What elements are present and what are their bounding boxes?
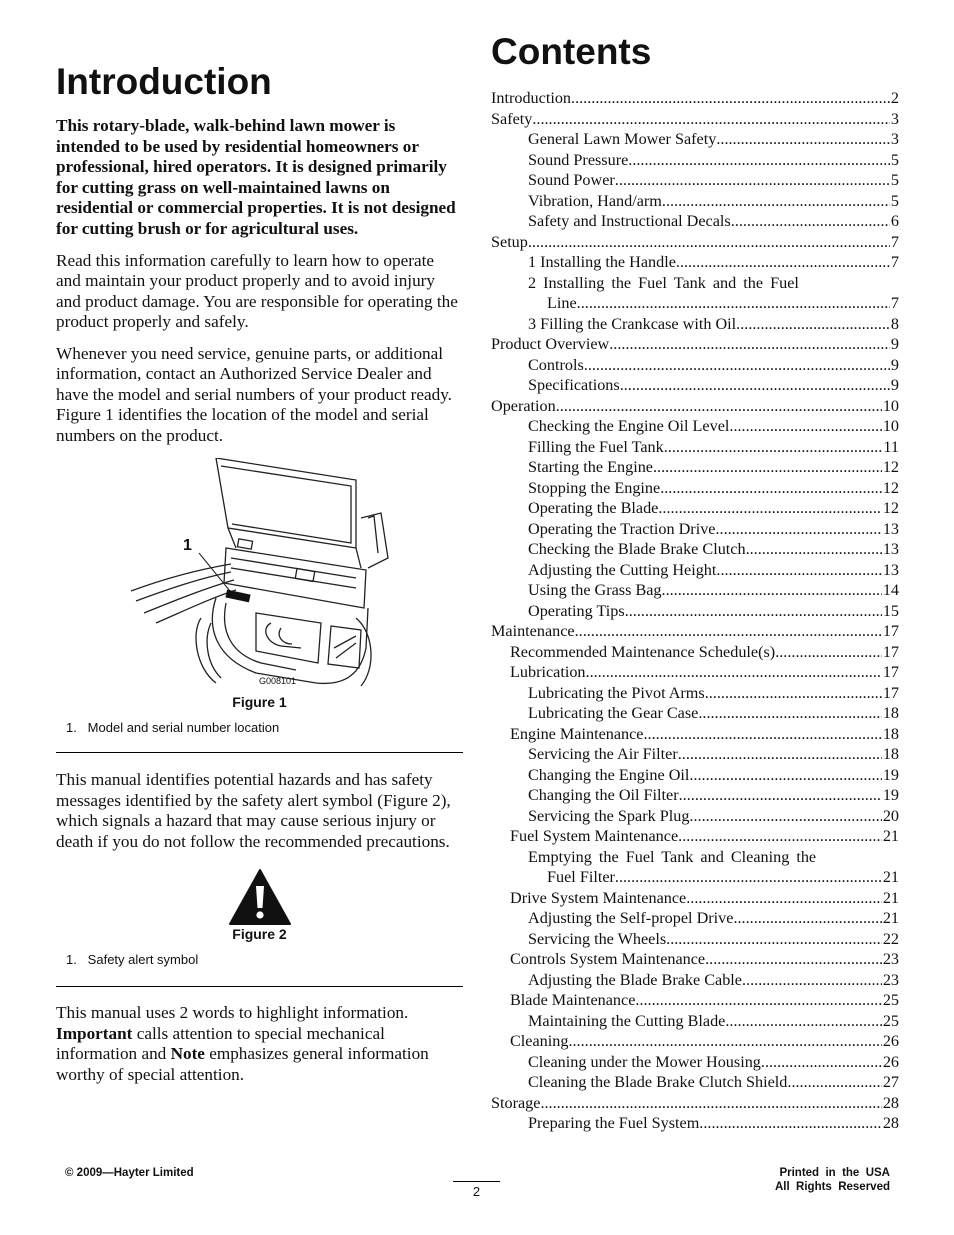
toc-entry[interactable] bbox=[491, 1031, 899, 1052]
toc-page-number: 21 bbox=[882, 888, 899, 907]
toc-entry[interactable] bbox=[491, 252, 899, 273]
warning-triangle-icon bbox=[228, 868, 292, 926]
serial-plate bbox=[225, 590, 250, 603]
toc-entry[interactable] bbox=[491, 478, 899, 499]
toc-page-number: 10 bbox=[882, 396, 899, 415]
toc-page-number: 17 bbox=[882, 642, 899, 661]
toc-leader-dots bbox=[528, 232, 890, 253]
toc-entry-label: Recommended Maintenance Schedule(s) bbox=[510, 642, 776, 661]
toc-page-number: 11 bbox=[883, 437, 899, 456]
toc-entry-label: General Lawn Mower Safety bbox=[528, 130, 717, 148]
toc-page-number: 10 bbox=[882, 417, 899, 435]
toc-page-number: 9 bbox=[890, 376, 899, 394]
toc-entry-first-line[interactable]: 2 Installing the Fuel Tank and the Fuel bbox=[528, 273, 799, 292]
toc-page-number: 17 bbox=[882, 663, 899, 681]
toc-entry-label: Changing the Oil Filter bbox=[528, 786, 679, 804]
printed-notice bbox=[775, 1166, 890, 1194]
toc-entry[interactable] bbox=[491, 662, 899, 683]
toc-leader-dots bbox=[689, 806, 881, 827]
toc-page-number: 2 bbox=[890, 89, 899, 107]
toc-entry-label: Safety bbox=[491, 109, 533, 128]
toc-leader-dots bbox=[666, 929, 882, 950]
toc-entry[interactable] bbox=[491, 1052, 899, 1073]
toc-entry-label: Adjusting the Cutting Height bbox=[528, 560, 717, 579]
toc-entry[interactable] bbox=[491, 232, 899, 253]
toc-entry-label: Operating the Blade bbox=[528, 499, 659, 517]
toc-page-number: 9 bbox=[890, 335, 899, 353]
toc-entry-label: 3 Filling the Crankcase with Oil bbox=[528, 314, 737, 333]
highlight-text-c: emphasizes general information worthy of special attention. bbox=[56, 1044, 429, 1084]
toc-entry-label: Operation bbox=[491, 396, 556, 415]
toc-page-number: 17 bbox=[882, 683, 899, 702]
toc-page-number: 5 bbox=[890, 191, 899, 210]
toc-leader-dots bbox=[644, 724, 882, 745]
toc-entry-label: Servicing the Air Filter bbox=[528, 745, 678, 763]
toc-entry-label: Lubricating the Pivot Arms bbox=[528, 683, 705, 702]
toc-page-number: 17 bbox=[882, 622, 899, 640]
toc-page-number: 12 bbox=[882, 478, 899, 497]
toc-leader-dots bbox=[746, 539, 882, 560]
toc-leader-dots bbox=[678, 744, 882, 765]
toc-page-number: 26 bbox=[882, 1052, 899, 1071]
toc-leader-dots bbox=[705, 949, 882, 970]
toc-entry-first-line[interactable]: Emptying the Fuel Tank and Cleaning the bbox=[528, 847, 817, 866]
toc-entry-label: Product Overview bbox=[491, 335, 610, 353]
toc-entry[interactable] bbox=[491, 970, 899, 991]
toc-entry[interactable] bbox=[491, 580, 899, 601]
toc-leader-dots bbox=[731, 211, 890, 232]
toc-entry-label: Checking the Engine Oil Level bbox=[528, 417, 730, 435]
contents-column bbox=[491, 28, 899, 1134]
toc-entry[interactable] bbox=[491, 375, 899, 396]
toc-entry-label: Preparing the Fuel System bbox=[528, 1114, 700, 1132]
toc-leader-dots bbox=[698, 703, 881, 724]
toc-page-number: 8 bbox=[890, 314, 899, 333]
toc-page-number: 3 bbox=[890, 130, 899, 148]
toc-leader-dots bbox=[689, 765, 881, 786]
toc-entry[interactable] bbox=[491, 703, 899, 724]
toc-entry-label: 1 Installing the Handle bbox=[528, 253, 676, 271]
toc-leader-dots bbox=[761, 1052, 882, 1073]
toc-page-number: 18 bbox=[882, 704, 899, 722]
toc-entry[interactable] bbox=[491, 88, 899, 109]
toc-entry-label: Servicing the Spark Plug bbox=[528, 806, 690, 825]
toc-entry-label: Engine Maintenance bbox=[510, 724, 644, 743]
read-carefully-paragraph: Read this information carefully to learn how to operate and maintain your product properly and to avoid injury and product damage. You are responsible for operating the product properly and safely. bbox=[56, 250, 458, 332]
figure1-note: 1. Model and serial number location bbox=[66, 720, 280, 736]
toc-entry-label: Cleaning bbox=[510, 1032, 569, 1050]
toc-entry-label: Adjusting the Self-propel Drive bbox=[528, 909, 734, 927]
toc-leader-dots bbox=[716, 560, 881, 581]
toc-entry[interactable] bbox=[491, 416, 899, 437]
toc-page-number: 7 bbox=[890, 294, 899, 312]
toc-entry[interactable] bbox=[491, 334, 899, 355]
toc-leader-dots bbox=[658, 498, 881, 519]
toc-page-number: 18 bbox=[882, 745, 899, 763]
toc-page-number: 21 bbox=[882, 827, 899, 845]
toc-page-number: 7 bbox=[890, 253, 899, 271]
toc-page-number: 6 bbox=[890, 212, 899, 230]
toc-entry[interactable] bbox=[491, 314, 899, 335]
toc-entry[interactable] bbox=[491, 642, 899, 663]
toc-entry[interactable] bbox=[491, 929, 899, 950]
toc-leader-dots bbox=[736, 314, 890, 335]
toc-page-number: 25 bbox=[882, 991, 899, 1009]
printed-line: Printed in the USA bbox=[779, 1167, 890, 1179]
toc-page-number: 22 bbox=[882, 929, 899, 948]
toc-entry[interactable] bbox=[491, 539, 899, 560]
toc-leader-dots bbox=[609, 334, 890, 355]
toc-page-number: 26 bbox=[882, 1032, 899, 1050]
important-word: Important bbox=[56, 1023, 133, 1043]
toc-entry[interactable] bbox=[491, 908, 899, 929]
toc-entry-label: Changing the Engine Oil bbox=[528, 765, 690, 784]
toc-entry-label: Introduction bbox=[491, 89, 572, 107]
toc-entry[interactable] bbox=[491, 826, 899, 847]
toc-entry-label: Servicing the Wheels bbox=[528, 929, 667, 948]
toc-entry[interactable] bbox=[491, 744, 899, 765]
toc-entry[interactable] bbox=[491, 1011, 899, 1032]
toc-leader-dots bbox=[676, 252, 890, 273]
toc-leader-dots bbox=[679, 785, 882, 806]
toc-entry-label: Vibration, Hand/arm bbox=[528, 191, 662, 210]
toc-leader-dots bbox=[620, 375, 890, 396]
toc-leader-dots bbox=[775, 642, 882, 663]
toc-entry[interactable] bbox=[491, 519, 899, 540]
toc-entry-label: Storage bbox=[491, 1093, 541, 1112]
toc-leader-dots bbox=[729, 416, 881, 437]
note-word: Note bbox=[170, 1044, 205, 1064]
divider-2 bbox=[56, 986, 463, 987]
toc-leader-dots bbox=[577, 293, 890, 314]
contents-heading: Contents bbox=[491, 31, 652, 72]
toc-leader-dots bbox=[686, 888, 882, 909]
toc-entry-label: Filling the Fuel Tank bbox=[528, 437, 664, 456]
toc-leader-dots bbox=[615, 867, 882, 888]
toc-entry-label: Controls bbox=[528, 355, 584, 374]
toc-leader-dots bbox=[653, 457, 882, 478]
figure1-callout: 1 bbox=[183, 537, 192, 555]
toc-leader-dots bbox=[628, 150, 890, 171]
toc-entry[interactable] bbox=[491, 601, 899, 622]
toc-entry-label: Maintaining the Cutting Blade bbox=[528, 1011, 726, 1030]
toc-entry-label: Using the Grass Bag bbox=[528, 581, 662, 599]
toc-entry[interactable] bbox=[491, 765, 899, 786]
toc-entry-label: Adjusting the Blade Brake Cable bbox=[528, 970, 742, 989]
toc-leader-dots bbox=[556, 396, 882, 417]
toc-entry-label: Lubricating the Gear Case bbox=[528, 704, 699, 722]
toc-leader-dots bbox=[664, 437, 883, 458]
toc-leader-dots bbox=[699, 1113, 882, 1134]
toc-page-number: 19 bbox=[882, 786, 899, 804]
toc-entry[interactable] bbox=[491, 396, 899, 417]
toc-entry-label: Cleaning under the Mower Housing bbox=[528, 1052, 761, 1071]
highlight-text-b: calls attention to special mechanical information and bbox=[56, 1023, 385, 1064]
toc-leader-dots bbox=[568, 1031, 881, 1052]
toc-leader-dots bbox=[584, 355, 890, 376]
toc-page-number: 25 bbox=[882, 1011, 899, 1030]
mower-diagram bbox=[56, 458, 463, 698]
toc-leader-dots bbox=[742, 970, 882, 991]
toc-entry[interactable] bbox=[491, 888, 899, 909]
toc-page-number: 14 bbox=[882, 581, 899, 599]
figure2-caption: Figure 2 bbox=[232, 926, 287, 943]
toc-leader-dots bbox=[625, 601, 882, 622]
toc-entry[interactable] bbox=[491, 109, 899, 130]
toc-page-number: 21 bbox=[882, 909, 899, 927]
figure-2 bbox=[56, 868, 463, 926]
toc-entry[interactable] bbox=[491, 1072, 899, 1093]
divider-1 bbox=[56, 752, 463, 753]
toc-entry[interactable] bbox=[491, 990, 899, 1011]
figure-1 bbox=[56, 458, 463, 698]
toc-entry-label: Operating the Traction Drive bbox=[528, 519, 716, 538]
toc-entry-label: Maintenance bbox=[491, 622, 575, 640]
toc-page-number: 13 bbox=[882, 560, 899, 579]
toc-entry-label: Blade Maintenance bbox=[510, 991, 636, 1009]
introduction-column bbox=[56, 58, 463, 1085]
toc-page-number: 28 bbox=[882, 1114, 899, 1132]
toc-entry[interactable] bbox=[491, 355, 899, 376]
figure1-code: G008101 bbox=[259, 676, 297, 687]
toc-leader-dots bbox=[662, 580, 882, 601]
toc-page-number: 23 bbox=[882, 950, 899, 968]
toc-entry[interactable] bbox=[491, 724, 899, 745]
toc-leader-dots bbox=[615, 170, 890, 191]
toc-entry-label: Stopping the Engine bbox=[528, 478, 661, 497]
toc-entry-label: Sound Power bbox=[528, 171, 615, 189]
toc-page-number: 7 bbox=[890, 232, 899, 251]
toc-page-number: 5 bbox=[890, 150, 899, 169]
toc-leader-dots bbox=[571, 88, 890, 109]
toc-entry-label: Setup bbox=[491, 232, 528, 251]
toc-page-number: 23 bbox=[882, 970, 899, 989]
toc-entry-label: Fuel System Maintenance bbox=[510, 827, 679, 845]
toc-entry[interactable] bbox=[491, 191, 899, 212]
toc-page-number: 5 bbox=[890, 171, 899, 189]
toc-page-number: 3 bbox=[890, 109, 899, 128]
service-paragraph: Whenever you need service, genuine parts, or additional information, contact an Authorized Service Dealer and have the model and serial numbers of your product ready. Figure 1 identifies the location of the model and serial numbers on the product. bbox=[56, 343, 452, 445]
toc-leader-dots bbox=[532, 109, 890, 130]
toc-page-number: 18 bbox=[882, 724, 899, 743]
toc-entry-label: Specifications bbox=[528, 376, 620, 394]
toc-entry-label: Sound Pressure bbox=[528, 150, 629, 169]
toc-page-number: 15 bbox=[882, 601, 899, 620]
toc-page-number: 20 bbox=[882, 806, 899, 825]
toc-page-number: 19 bbox=[882, 765, 899, 784]
toc-leader-dots bbox=[787, 1072, 881, 1093]
toc-entry[interactable] bbox=[491, 498, 899, 519]
toc-entry[interactable] bbox=[491, 621, 899, 642]
highlight-text-a: This manual uses 2 words to highlight information. bbox=[56, 1003, 409, 1023]
toc-entry[interactable] bbox=[491, 129, 899, 150]
toc-entry[interactable] bbox=[491, 1093, 899, 1114]
toc-page-number: 13 bbox=[882, 519, 899, 538]
toc-entry[interactable] bbox=[491, 437, 899, 458]
toc-entry-label: Controls System Maintenance bbox=[510, 950, 706, 968]
toc-leader-dots bbox=[716, 129, 890, 150]
introduction-heading: Introduction bbox=[56, 61, 272, 102]
toc-leader-dots bbox=[586, 662, 882, 683]
toc-page-number: 21 bbox=[882, 868, 899, 886]
page-number-rule bbox=[453, 1181, 500, 1182]
table-of-contents bbox=[491, 88, 899, 1134]
toc-leader-dots bbox=[660, 478, 882, 499]
toc-entry[interactable] bbox=[491, 806, 899, 827]
toc-entry-label: Line bbox=[547, 294, 577, 312]
figure2-note: 1. Safety alert symbol bbox=[66, 952, 199, 968]
toc-page-number: 12 bbox=[882, 458, 899, 476]
toc-page-number: 28 bbox=[882, 1093, 899, 1112]
toc-leader-dots bbox=[662, 191, 890, 212]
toc-entry[interactable] bbox=[491, 150, 899, 171]
toc-page-number: 27 bbox=[882, 1073, 899, 1091]
toc-entry[interactable] bbox=[491, 949, 899, 970]
rights-line: All Rights Reserved bbox=[774, 1181, 890, 1193]
toc-entry[interactable] bbox=[491, 560, 899, 581]
toc-entry-label: Fuel Filter bbox=[547, 868, 615, 886]
toc-entry[interactable] bbox=[491, 1113, 899, 1134]
copyright: © 2009—Hayter Limited bbox=[65, 1167, 194, 1179]
toc-entry[interactable] bbox=[491, 170, 899, 191]
toc-entry[interactable] bbox=[491, 683, 899, 704]
hazards-paragraph: This manual identifies potential hazards and has safety messages identified by the safety alert symbol (Figure 2), which signals a hazard that may cause serious injury or death if you do not follow the recommended precautions. bbox=[56, 770, 451, 851]
toc-page-number: 12 bbox=[882, 499, 899, 517]
toc-leader-dots bbox=[705, 683, 882, 704]
toc-page-number: 13 bbox=[882, 540, 899, 558]
toc-entry-label: Safety and Instructional Decals bbox=[528, 212, 731, 230]
toc-leader-dots bbox=[540, 1093, 881, 1114]
toc-leader-dots bbox=[575, 621, 882, 642]
toc-entry[interactable] bbox=[491, 457, 899, 478]
toc-entry-label: Cleaning the Blade Brake Clutch Shield bbox=[528, 1073, 788, 1091]
toc-leader-dots bbox=[725, 1011, 881, 1032]
highlight-words-paragraph bbox=[56, 1003, 463, 1085]
toc-page-number: 9 bbox=[890, 355, 899, 374]
toc-leader-dots bbox=[635, 990, 881, 1011]
page-number: 2 bbox=[472, 1184, 481, 1199]
intended-use-paragraph: This rotary-blade, walk-behind lawn mower is intended to be used by residential homeowners or professional, hired operators. It is designed primarily for cutting grass on well-maintained lawns on residential or commercial properties. It is not designed for cutting brush or for agricultural uses. bbox=[56, 116, 456, 238]
toc-leader-dots bbox=[678, 826, 882, 847]
toc-leader-dots bbox=[733, 908, 881, 929]
toc-entry-label: Operating Tips bbox=[528, 601, 625, 620]
toc-entry-label: Checking the Blade Brake Clutch bbox=[528, 540, 746, 558]
toc-entry[interactable] bbox=[491, 785, 899, 806]
toc-entry[interactable] bbox=[491, 211, 899, 232]
toc-entry-label: Starting the Engine bbox=[528, 458, 653, 476]
toc-entry-label: Drive System Maintenance bbox=[510, 888, 687, 907]
toc-leader-dots bbox=[715, 519, 881, 540]
toc-entry-label: Lubrication bbox=[510, 663, 586, 681]
toc-entry[interactable] bbox=[491, 867, 899, 888]
figure1-caption: Figure 1 bbox=[232, 694, 287, 711]
toc-entry[interactable] bbox=[491, 293, 899, 314]
